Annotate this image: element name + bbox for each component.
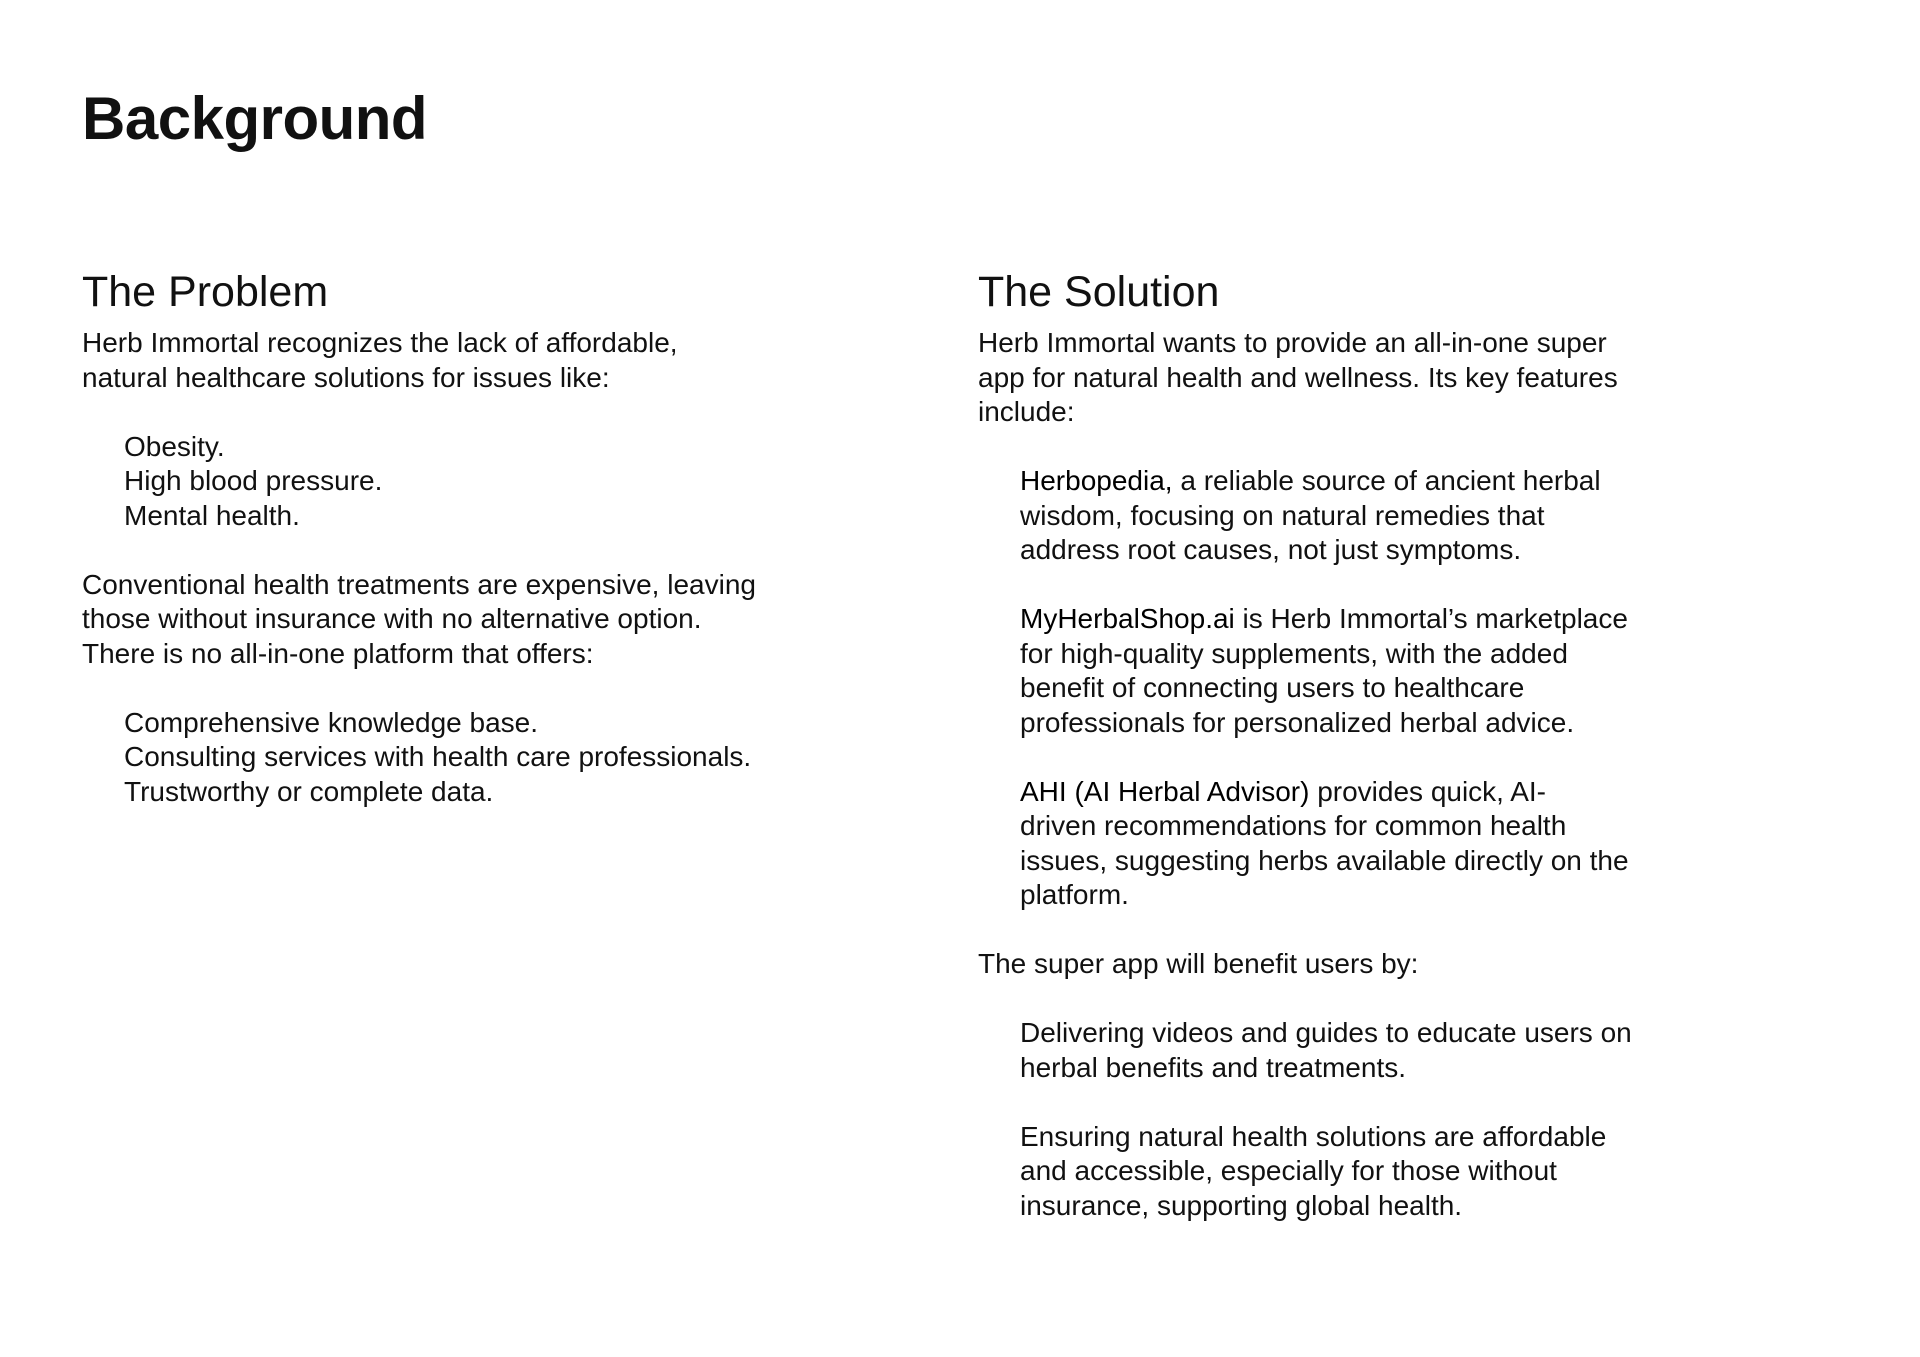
benefit-item: Ensuring natural health solutions are affordable and accessible, especially for those without insurance, supporting global health. — [1020, 1120, 1607, 1221]
benefit-item: Delivering videos and guides to educate users on herbal benefits and treatments. — [1020, 1017, 1632, 1083]
feature-term: AHI (AI Herbal Advisor) — [1020, 775, 1310, 807]
gap-item: Consulting services with health care professionals. — [124, 741, 752, 772]
gap-item: Comprehensive knowledge base. — [124, 706, 539, 738]
spacer — [978, 982, 1658, 1017]
spacer — [978, 913, 1658, 948]
feature-herbopedia — [978, 464, 1658, 568]
problem-heading: The Problem — [82, 268, 329, 316]
spacer — [978, 740, 1658, 775]
feature-myherbalshop — [978, 602, 1658, 740]
gaps-list — [82, 706, 782, 810]
gap-item: Trustworthy or complete data. — [124, 775, 494, 807]
issues-list — [82, 430, 782, 534]
issue-item: Obesity. — [124, 430, 225, 462]
spacer — [978, 1085, 1658, 1120]
benefits-intro: The super app will benefit users by: — [978, 948, 1419, 979]
spacer — [82, 533, 782, 568]
issue-item: Mental health. — [124, 499, 300, 531]
feature-description: provides quick, AI- driven recommendations for common health issues, suggesting herbs available directly on the platform. — [1020, 775, 1629, 910]
feature-description: is Herb Immortal’s marketplace for high-quality supplements, with the added benefit of connecting users to healthcare professionals for personalized herbal advice. — [1020, 603, 1628, 738]
feature-term: MyHerbalShop.ai — [1020, 603, 1235, 634]
feature-description: a reliable source of ancient herbal wisdom, focusing on natural remedies that address root causes, not just symptoms. — [1020, 465, 1601, 565]
page-title: Background — [82, 85, 428, 152]
issue-item: High blood pressure. — [124, 465, 383, 496]
feature-term: Herbopedia, — [1020, 465, 1173, 496]
problem-intro: Herb Immortal recognizes the lack of affordable, natural healthcare solutions for issues like: — [82, 327, 678, 393]
problem-section — [82, 266, 782, 809]
feature-ahi — [978, 775, 1658, 913]
spacer — [82, 395, 782, 430]
solution-heading: The Solution — [978, 268, 1220, 316]
problem-context: Conventional health treatments are expensive, leaving those without insurance with no alternative option. There is no all-in-one platform that offers: — [82, 568, 756, 669]
solution-intro: Herb Immortal wants to provide an all-in-one super app for natural health and wellness. Its key features include: — [978, 327, 1618, 427]
spacer — [978, 430, 1658, 465]
solution-section — [978, 266, 1658, 1223]
spacer — [82, 671, 782, 706]
spacer — [978, 568, 1658, 603]
